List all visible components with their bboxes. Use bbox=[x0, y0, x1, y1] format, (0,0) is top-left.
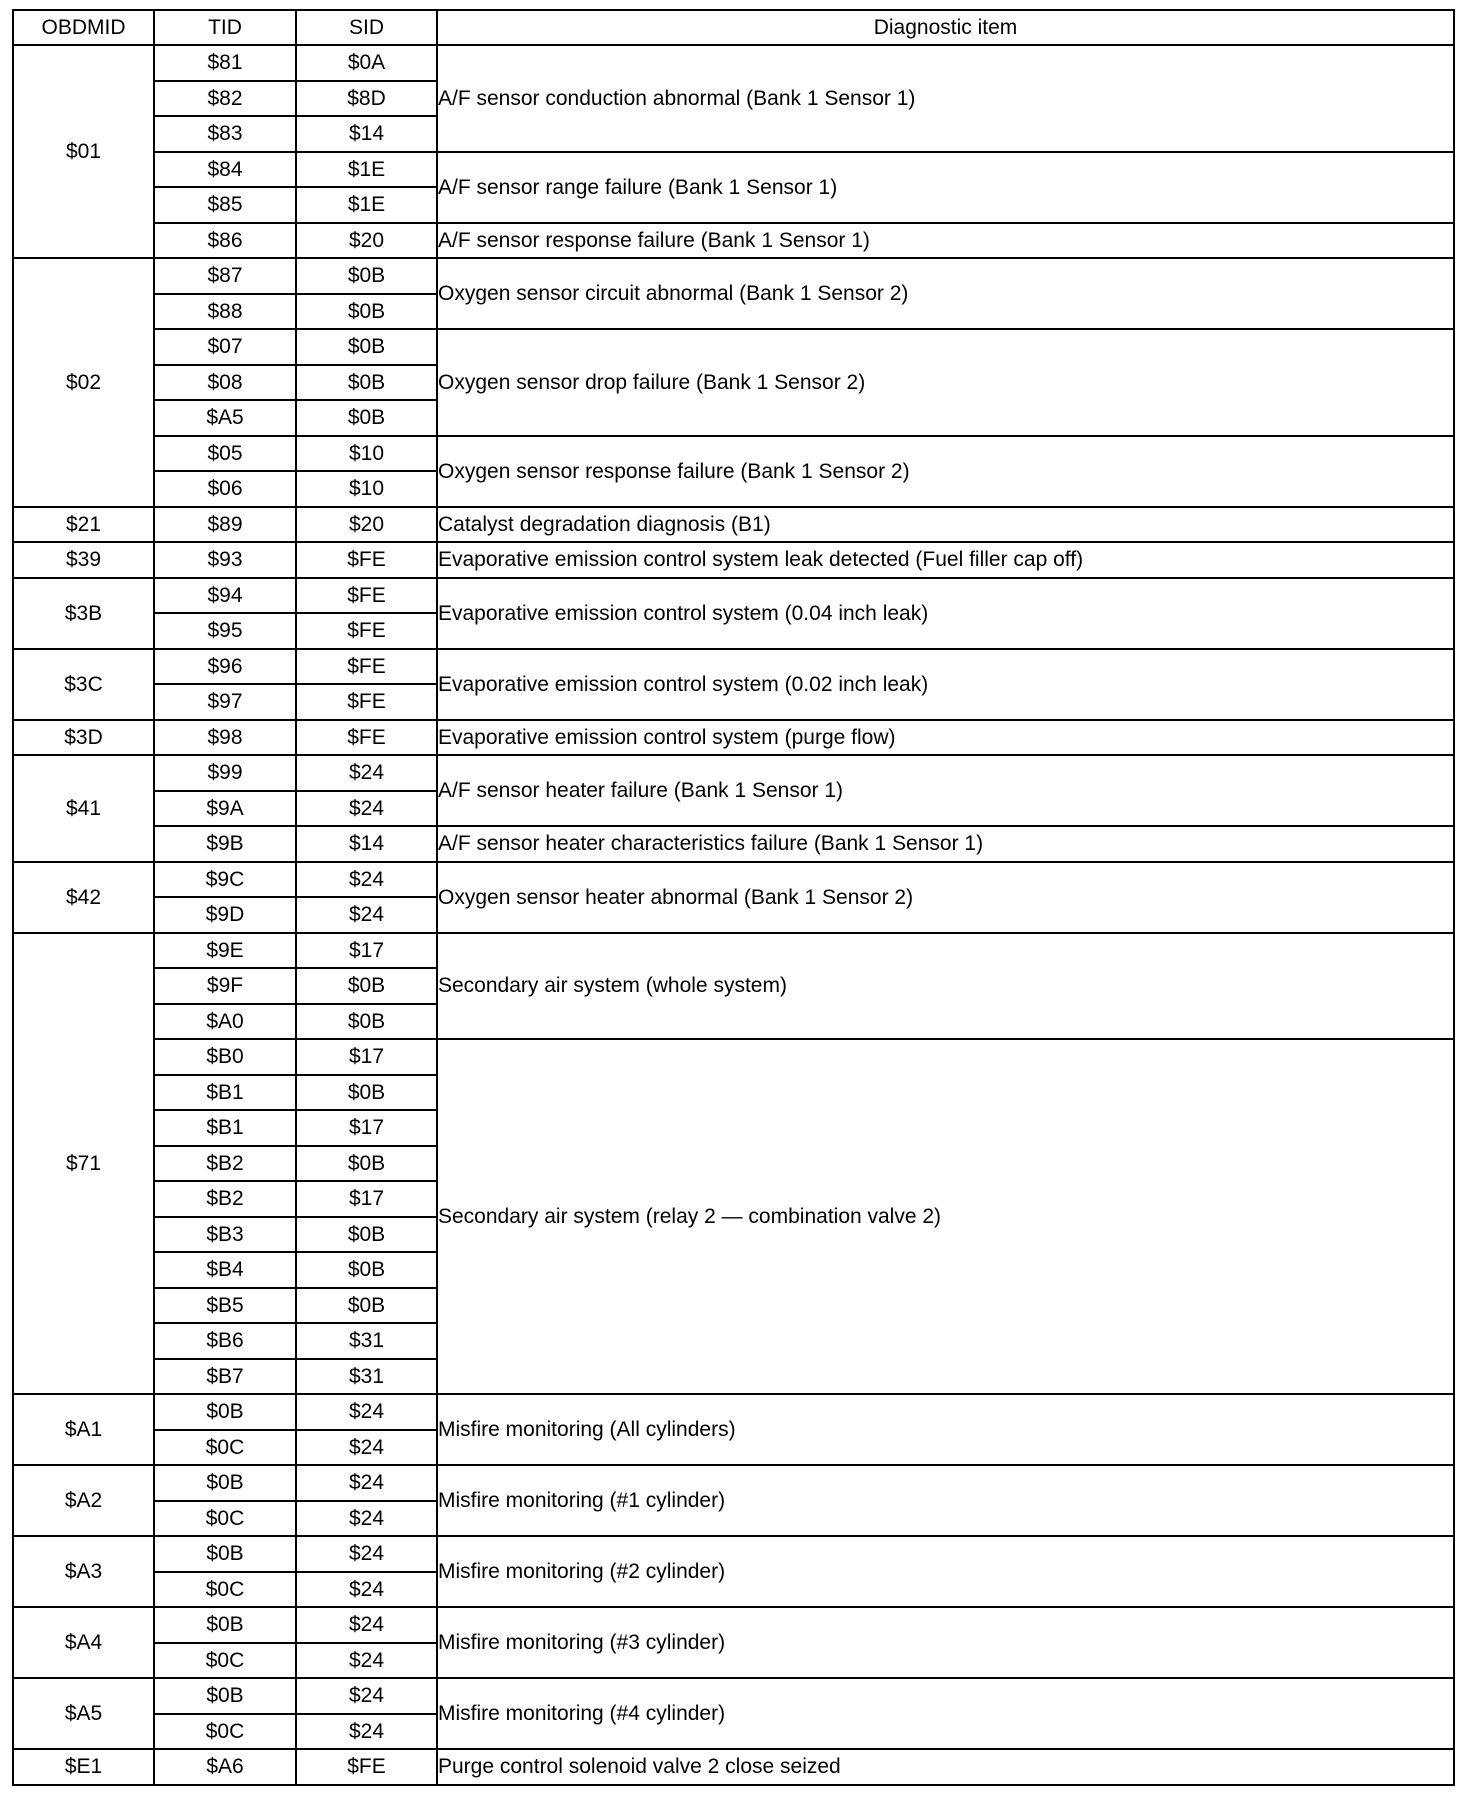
diagnostic-item-cell: Misfire monitoring (All cylinders) bbox=[437, 1394, 1454, 1465]
table-row bbox=[13, 1607, 1454, 1643]
sid-cell: $0B bbox=[296, 400, 437, 436]
header-diagnostic-item: Diagnostic item bbox=[437, 10, 1454, 45]
sid-cell: $24 bbox=[296, 1430, 437, 1466]
sid-cell: $FE bbox=[296, 684, 437, 720]
table-row bbox=[13, 1678, 1454, 1714]
tid-cell: $95 bbox=[154, 613, 296, 649]
table-row bbox=[13, 1465, 1454, 1501]
tid-cell: $0B bbox=[154, 1678, 296, 1714]
tid-cell: $98 bbox=[154, 720, 296, 756]
obdmid-cell: $A1 bbox=[13, 1394, 154, 1465]
diagnostic-item-cell: A/F sensor response failure (Bank 1 Sensor 1) bbox=[437, 223, 1454, 259]
tid-cell: $0C bbox=[154, 1643, 296, 1679]
header-sid: SID bbox=[296, 10, 437, 45]
sid-cell: $17 bbox=[296, 1181, 437, 1217]
tid-cell: $A6 bbox=[154, 1749, 296, 1785]
tid-cell: $0B bbox=[154, 1536, 296, 1572]
sid-cell: $24 bbox=[296, 791, 437, 827]
tid-cell: $B4 bbox=[154, 1252, 296, 1288]
sid-cell: $FE bbox=[296, 1749, 437, 1785]
diagnostic-item-cell: Secondary air system (whole system) bbox=[437, 933, 1454, 1040]
tid-cell: $05 bbox=[154, 436, 296, 472]
diagnostic-item-cell: Secondary air system (relay 2 — combination valve 2) bbox=[437, 1039, 1454, 1394]
header-obdmid: OBDMID bbox=[13, 10, 154, 45]
sid-cell: $1E bbox=[296, 152, 437, 188]
sid-cell: $24 bbox=[296, 1465, 437, 1501]
obdmid-cell: $A2 bbox=[13, 1465, 154, 1536]
tid-cell: $87 bbox=[154, 258, 296, 294]
tid-cell: $0B bbox=[154, 1394, 296, 1430]
tid-cell: $84 bbox=[154, 152, 296, 188]
tid-cell: $B2 bbox=[154, 1181, 296, 1217]
table-row bbox=[13, 258, 1454, 294]
diagnostic-item-cell: Misfire monitoring (#2 cylinder) bbox=[437, 1536, 1454, 1607]
sid-cell: $24 bbox=[296, 1714, 437, 1750]
tid-cell: $0B bbox=[154, 1607, 296, 1643]
sid-cell: $14 bbox=[296, 826, 437, 862]
obdmid-cell: $E1 bbox=[13, 1749, 154, 1785]
table-row bbox=[13, 720, 1454, 756]
tid-cell: $83 bbox=[154, 116, 296, 152]
sid-cell: $0B bbox=[296, 329, 437, 365]
table-row bbox=[13, 1749, 1454, 1785]
obdmid-cell: $71 bbox=[13, 933, 154, 1395]
table-row bbox=[13, 507, 1454, 543]
tid-cell: $B3 bbox=[154, 1217, 296, 1253]
tid-cell: $0B bbox=[154, 1465, 296, 1501]
tid-cell: $9C bbox=[154, 862, 296, 898]
diagnostic-item-cell: Oxygen sensor drop failure (Bank 1 Sensor 2) bbox=[437, 329, 1454, 436]
header-row bbox=[13, 10, 1454, 45]
sid-cell: $10 bbox=[296, 471, 437, 507]
diagnostic-item-cell: Misfire monitoring (#4 cylinder) bbox=[437, 1678, 1454, 1749]
sid-cell: $20 bbox=[296, 223, 437, 259]
tid-cell: $A0 bbox=[154, 1004, 296, 1040]
obdmid-cell: $01 bbox=[13, 45, 154, 258]
sid-cell: $24 bbox=[296, 1607, 437, 1643]
sid-cell: $31 bbox=[296, 1359, 437, 1395]
table-body bbox=[13, 45, 1454, 1785]
diagnostic-item-cell: Evaporative emission control system leak detected (Fuel filler cap off) bbox=[437, 542, 1454, 578]
diagnostic-item-cell: A/F sensor conduction abnormal (Bank 1 Sensor 1) bbox=[437, 45, 1454, 152]
diagnostic-item-cell: Evaporative emission control system (0.04 inch leak) bbox=[437, 578, 1454, 649]
tid-cell: $0C bbox=[154, 1430, 296, 1466]
tid-cell: $B2 bbox=[154, 1146, 296, 1182]
table-row bbox=[13, 45, 1454, 81]
obdmid-cell: $3B bbox=[13, 578, 154, 649]
sid-cell: $24 bbox=[296, 1536, 437, 1572]
tid-cell: $B1 bbox=[154, 1075, 296, 1111]
sid-cell: $0B bbox=[296, 258, 437, 294]
diagnostic-item-cell: Catalyst degradation diagnosis (B1) bbox=[437, 507, 1454, 543]
sid-cell: $0B bbox=[296, 1288, 437, 1324]
tid-cell: $9B bbox=[154, 826, 296, 862]
sid-cell: $FE bbox=[296, 542, 437, 578]
sid-cell: $24 bbox=[296, 755, 437, 791]
diagnostic-item-cell: Evaporative emission control system (0.02 inch leak) bbox=[437, 649, 1454, 720]
tid-cell: $86 bbox=[154, 223, 296, 259]
obdmid-cell: $3D bbox=[13, 720, 154, 756]
diagnostic-item-cell: Oxygen sensor circuit abnormal (Bank 1 Sensor 2) bbox=[437, 258, 1454, 329]
sid-cell: $17 bbox=[296, 933, 437, 969]
sid-cell: $24 bbox=[296, 1394, 437, 1430]
tid-cell: $B7 bbox=[154, 1359, 296, 1395]
tid-cell: $97 bbox=[154, 684, 296, 720]
sid-cell: $17 bbox=[296, 1039, 437, 1075]
sid-cell: $24 bbox=[296, 1501, 437, 1537]
diagnostic-item-cell: A/F sensor heater characteristics failure (Bank 1 Sensor 1) bbox=[437, 826, 1454, 862]
tid-cell: $06 bbox=[154, 471, 296, 507]
obdmid-cell: $A3 bbox=[13, 1536, 154, 1607]
table-row bbox=[13, 223, 1454, 259]
diagnostic-item-cell: A/F sensor heater failure (Bank 1 Sensor 1) bbox=[437, 755, 1454, 826]
tid-cell: $0C bbox=[154, 1714, 296, 1750]
tid-cell: $9E bbox=[154, 933, 296, 969]
tid-cell: $0C bbox=[154, 1572, 296, 1608]
sid-cell: $0B bbox=[296, 1252, 437, 1288]
tid-cell: $08 bbox=[154, 365, 296, 401]
tid-cell: $B5 bbox=[154, 1288, 296, 1324]
table-row bbox=[13, 1394, 1454, 1430]
tid-cell: $B6 bbox=[154, 1323, 296, 1359]
tid-cell: $B0 bbox=[154, 1039, 296, 1075]
sid-cell: $FE bbox=[296, 720, 437, 756]
sid-cell: $FE bbox=[296, 649, 437, 685]
sid-cell: $24 bbox=[296, 1572, 437, 1608]
tid-cell: $85 bbox=[154, 187, 296, 223]
sid-cell: $1E bbox=[296, 187, 437, 223]
sid-cell: $14 bbox=[296, 116, 437, 152]
sid-cell: $8D bbox=[296, 81, 437, 117]
sid-cell: $0B bbox=[296, 1146, 437, 1182]
diagnostic-item-cell: Purge control solenoid valve 2 close seized bbox=[437, 1749, 1454, 1785]
tid-cell: $88 bbox=[154, 294, 296, 330]
sid-cell: $17 bbox=[296, 1110, 437, 1146]
sid-cell: $0B bbox=[296, 294, 437, 330]
sid-cell: $0B bbox=[296, 365, 437, 401]
obdmid-cell: $A5 bbox=[13, 1678, 154, 1749]
tid-cell: $81 bbox=[154, 45, 296, 81]
table-row bbox=[13, 649, 1454, 685]
tid-cell: $9A bbox=[154, 791, 296, 827]
sid-cell: $0B bbox=[296, 968, 437, 1004]
obdmid-table bbox=[12, 9, 1455, 1786]
obdmid-cell: $02 bbox=[13, 258, 154, 507]
table-row bbox=[13, 755, 1454, 791]
tid-cell: $A5 bbox=[154, 400, 296, 436]
diagnostic-item-cell: Misfire monitoring (#1 cylinder) bbox=[437, 1465, 1454, 1536]
tid-cell: $94 bbox=[154, 578, 296, 614]
tid-cell: $82 bbox=[154, 81, 296, 117]
table-row bbox=[13, 862, 1454, 898]
sid-cell: $20 bbox=[296, 507, 437, 543]
table-row bbox=[13, 329, 1454, 365]
diagnostic-item-cell: A/F sensor range failure (Bank 1 Sensor 1) bbox=[437, 152, 1454, 223]
sid-cell: $24 bbox=[296, 1643, 437, 1679]
diagnostic-item-cell: Misfire monitoring (#3 cylinder) bbox=[437, 1607, 1454, 1678]
sid-cell: $10 bbox=[296, 436, 437, 472]
tid-cell: $0C bbox=[154, 1501, 296, 1537]
sid-cell: $0B bbox=[296, 1004, 437, 1040]
tid-cell: $07 bbox=[154, 329, 296, 365]
header-tid: TID bbox=[154, 10, 296, 45]
sid-cell: $24 bbox=[296, 862, 437, 898]
diagnostic-item-cell: Oxygen sensor heater abnormal (Bank 1 Sensor 2) bbox=[437, 862, 1454, 933]
table-row bbox=[13, 933, 1454, 969]
sid-cell: $31 bbox=[296, 1323, 437, 1359]
tid-cell: $9D bbox=[154, 897, 296, 933]
sid-cell: $0A bbox=[296, 45, 437, 81]
sid-cell: $24 bbox=[296, 1678, 437, 1714]
sid-cell: $FE bbox=[296, 578, 437, 614]
obdmid-cell: $39 bbox=[13, 542, 154, 578]
diagnostic-item-cell: Oxygen sensor response failure (Bank 1 Sensor 2) bbox=[437, 436, 1454, 507]
obdmid-cell: $41 bbox=[13, 755, 154, 862]
obdmid-cell: $3C bbox=[13, 649, 154, 720]
tid-cell: $96 bbox=[154, 649, 296, 685]
tid-cell: $B1 bbox=[154, 1110, 296, 1146]
table-row bbox=[13, 578, 1454, 614]
diagnostic-item-cell: Evaporative emission control system (purge flow) bbox=[437, 720, 1454, 756]
obdmid-cell: $21 bbox=[13, 507, 154, 543]
sid-cell: $0B bbox=[296, 1217, 437, 1253]
table-row bbox=[13, 152, 1454, 188]
table-row bbox=[13, 436, 1454, 472]
tid-cell: $9F bbox=[154, 968, 296, 1004]
obdmid-cell: $42 bbox=[13, 862, 154, 933]
tid-cell: $89 bbox=[154, 507, 296, 543]
tid-cell: $99 bbox=[154, 755, 296, 791]
table-row bbox=[13, 826, 1454, 862]
sid-cell: $FE bbox=[296, 613, 437, 649]
table-row bbox=[13, 1039, 1454, 1075]
sid-cell: $24 bbox=[296, 897, 437, 933]
obdmid-cell: $A4 bbox=[13, 1607, 154, 1678]
table-row bbox=[13, 542, 1454, 578]
tid-cell: $93 bbox=[154, 542, 296, 578]
sid-cell: $0B bbox=[296, 1075, 437, 1111]
table-row bbox=[13, 1536, 1454, 1572]
